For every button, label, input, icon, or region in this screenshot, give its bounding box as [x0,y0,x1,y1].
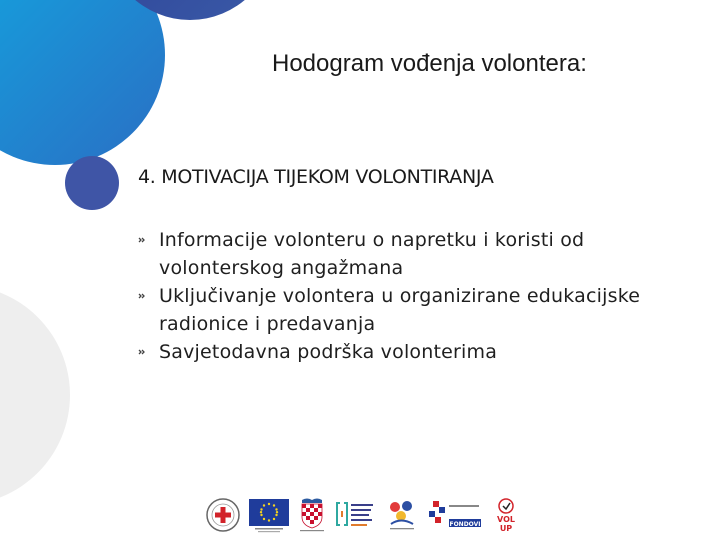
svg-text:UP: UP [499,524,513,533]
blue-circle [0,0,165,165]
croatia-coat-of-arms-logo [297,497,327,533]
section-heading: 4. MOTIVACIJA TIJEKOM VOLONTIRANJA [138,166,494,188]
red-cross-logo [205,497,241,533]
bullet-item [138,226,698,282]
eu-flag-logo [249,497,289,533]
svg-text:VOL: VOL [497,515,515,524]
bullet-list [138,226,698,366]
ured-za-udruge-logo [385,497,419,533]
grey-circle [0,285,70,505]
bullet-text: Savjetodavna podrška volonterima [159,341,498,363]
bullet-text: Informacije volonteru o napretku i koristi od volonterskog angažmana [159,229,585,279]
small-circle [65,156,119,210]
bullet-icon [138,292,146,300]
bullet-text: Uključivanje volontera u organizirane edukacijske radionice i predavanja [159,285,641,335]
bullet-icon [138,236,146,244]
bullet-item [138,282,698,338]
svg-text:FONDOVI: FONDOVI [449,521,481,528]
partner-logos [205,495,521,535]
bullet-item [138,338,698,366]
vol-up-logo [491,497,521,533]
ljudski-potencijali-logo [335,497,377,533]
fondovi-logo [427,497,483,533]
bullet-icon [138,348,146,356]
slide-title: Hodogram vođenja volontera: [272,50,587,77]
